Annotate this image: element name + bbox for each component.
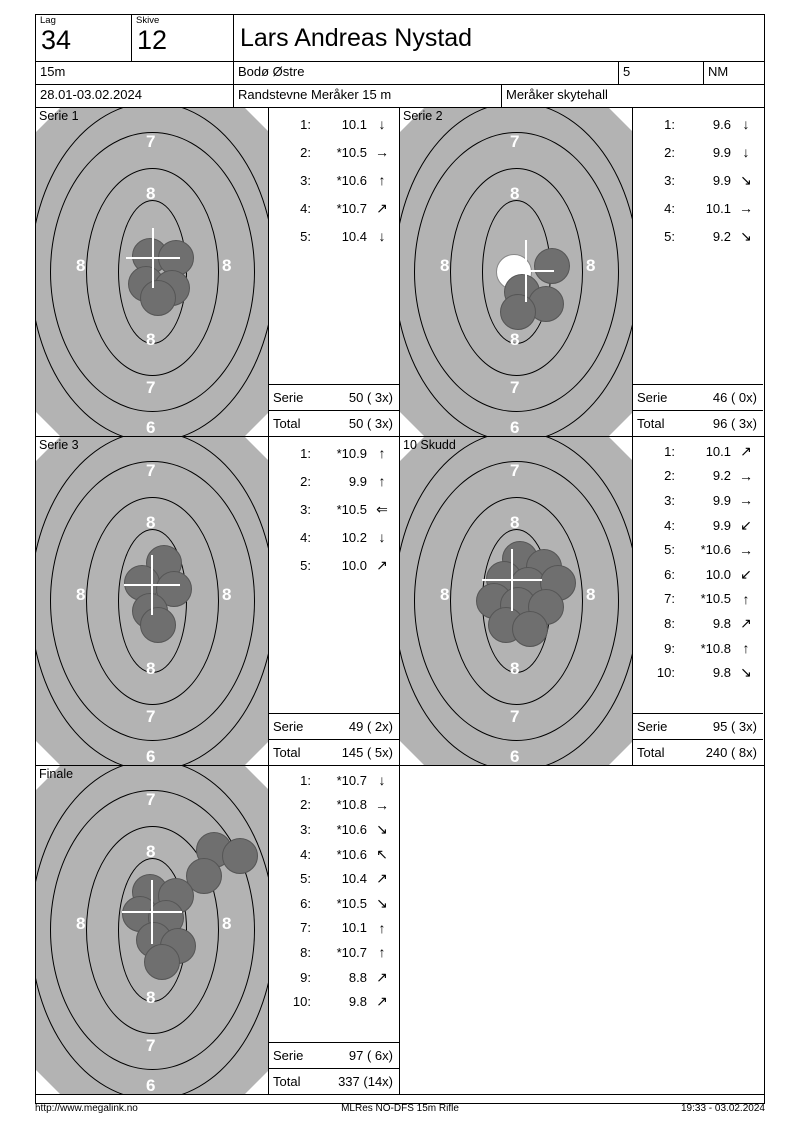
shot-value: *10.7 [336,200,367,216]
serie-total-label: Serie [273,390,304,405]
ring-number: 8 [222,256,232,275]
totals-10-skudd [633,713,763,765]
serie-total-row [269,1042,399,1068]
ring-number: 8 [510,330,520,349]
direction-arrow-icon: → [739,200,753,216]
shot-number: 7: [300,920,311,936]
ring-number: 8 [586,256,596,275]
ring-number: 7 [146,790,156,809]
direction-arrow-icon: ↗ [376,968,388,985]
shot-row [269,138,399,166]
shots-serie-2 [633,108,763,436]
running-total-row [633,739,763,765]
shot-row [633,488,763,513]
direction-arrow-icon: ↑ [378,944,386,961]
ring-number: 8 [440,256,450,275]
header-row-identity [36,15,764,62]
shot-number: 1: [664,443,675,459]
serie-total-label: Serie [637,719,668,734]
shot-number: 3: [300,172,311,188]
ring-number: 6 [510,418,520,436]
shots-serie-1 [269,108,399,436]
ring-number: 8 [146,988,156,1007]
serie-title: Serie 2 [403,109,443,123]
running-total-value: 145 ( 5x) [341,745,393,760]
shot-row [269,110,399,138]
shot-value: *10.6 [336,172,367,188]
direction-arrow-icon: → [739,467,753,484]
direction-arrow-icon: ↓ [378,116,386,132]
shot-list [633,108,763,250]
target-graphic [400,437,633,765]
shot-value: *10.9 [336,445,367,461]
shot-value: 9.8 [712,665,731,681]
shot-value: 9.9 [712,144,731,160]
page-footer [35,1094,765,1118]
ring-number: 6 [146,418,156,436]
shot-number: 5: [664,228,675,244]
shot-number: 6: [664,566,675,582]
direction-arrow-icon: ↑ [742,590,750,607]
shot-number: 1: [300,772,311,788]
footer-software: MLRes NO-DFS 15m Rifle [341,1102,459,1114]
ring-number: 8 [146,330,156,349]
shooter-name-cell [234,15,764,61]
shot-row [269,194,399,222]
skive-cell [132,15,234,61]
totals-serie-1 [269,384,399,436]
target-graphic [36,108,269,436]
ring-number: 8 [440,585,450,604]
sheet-frame [35,14,765,1104]
shot-row [269,842,399,867]
direction-arrow-icon: ↑ [742,640,750,657]
shot-number: 1: [664,116,675,132]
direction-arrow-icon: ↘ [376,820,388,837]
serie-total-label: Serie [273,1048,304,1063]
totals-serie-3 [269,713,399,765]
shot-value: 10.0 [341,557,367,573]
header-row-event [36,85,764,108]
direction-arrow-icon: ↗ [376,993,388,1010]
direction-arrow-icon: ↑ [378,919,386,936]
shot-value: *10.5 [336,895,367,911]
ring-number: 8 [76,585,86,604]
shot-row [633,537,763,562]
shot-row [633,464,763,489]
shot-value: 9.9 [712,172,731,188]
shot-row [269,817,399,842]
shot-value: 9.9 [348,473,367,489]
ring-number: 8 [586,585,596,604]
serie-total-value: 95 ( 3x) [712,719,757,734]
target-graphic [36,766,269,1094]
serie-total-row [269,384,399,410]
class-number-cell: 5 [619,62,704,84]
direction-arrow-icon: ⇐ [376,500,388,517]
shot-row [633,636,763,661]
band-row-3 [36,766,764,1095]
shot-number: 9: [300,969,311,985]
shot-list [269,766,399,1014]
panel-empty [400,766,764,1094]
band-row-2 [36,437,764,766]
shot-row [269,891,399,916]
ring-number: 8 [146,513,156,532]
shot-value: *10.6 [700,542,731,558]
ring-number: 6 [146,1076,156,1094]
running-total-value: 337 (14x) [338,1074,393,1089]
serie-total-row [633,713,763,739]
shot-number: 8: [300,944,311,960]
shot-list [269,437,399,579]
panel-finale [36,766,400,1094]
direction-arrow-icon: ↙ [740,565,752,582]
direction-arrow-icon: ↘ [376,894,388,911]
distance-cell: 15m [36,62,234,84]
running-total-label: Total [637,745,665,760]
ring-number: 7 [146,461,156,480]
shot-hole [512,611,548,647]
ring-number: 7 [146,1036,156,1055]
direction-arrow-icon: ↓ [378,228,386,244]
serie-total-row [269,713,399,739]
serie-total-value: 50 ( 3x) [348,390,393,405]
shot-number: 7: [664,591,675,607]
direction-arrow-icon: → [375,144,389,160]
target-10-skudd [400,437,633,765]
shot-number: 4: [664,200,675,216]
shot-row [633,513,763,538]
shot-number: 5: [300,871,311,887]
shot-row [633,611,763,636]
direction-arrow-icon: → [739,492,753,509]
shot-row [269,467,399,495]
shot-row [269,916,399,941]
target-serie-2 [400,108,633,436]
ring-number: 6 [510,747,520,765]
shot-value: 9.2 [712,228,731,244]
totals-serie-2 [633,384,763,436]
ring-number: 8 [222,585,232,604]
shot-row [269,940,399,965]
band-row-1 [36,108,764,437]
ring-number: 7 [510,461,520,480]
ring-number: 7 [510,707,520,726]
venue-cell: Meråker skytehall [506,87,608,102]
shot-number: 9: [664,640,675,656]
shot-value: 9.2 [712,468,731,484]
ring-number: 7 [146,707,156,726]
shot-number: 3: [300,821,311,837]
ring-number: 8 [146,184,156,203]
serie-title: Serie 1 [39,109,79,123]
shot-value: *10.5 [336,144,367,160]
serie-title: Finale [39,767,74,781]
ring-number: 8 [510,184,520,203]
panel-serie-2 [400,108,764,436]
shot-value: *10.6 [336,821,367,837]
shot-number: 2: [300,797,311,813]
shot-value: *10.5 [336,501,367,517]
lag-label: Lag [40,15,56,26]
ring-number: 8 [222,914,232,933]
shot-row [269,439,399,467]
shot-row [633,222,763,250]
shot-value: *10.7 [336,944,367,960]
lag-cell [36,15,132,61]
ring-number: 6 [146,747,156,765]
serie-title: 10 Skudd [403,438,456,452]
shot-row [269,866,399,891]
ring-number: 7 [146,378,156,397]
skive-value: 12 [137,25,168,55]
ring-number: 7 [146,132,156,151]
footer-url[interactable]: http://www.megalink.no [35,1102,138,1114]
shot-value: 10.1 [705,200,731,216]
date-range-cell: 28.01-03.02.2024 [36,85,234,107]
ring-number: 7 [510,378,520,397]
shot-value: 10.1 [341,920,367,936]
shot-row [269,768,399,793]
shot-list [633,437,763,685]
group-center-crosshair [126,228,180,288]
running-total-label: Total [273,745,301,760]
shot-hole [222,838,258,874]
direction-arrow-icon: ↓ [378,772,386,789]
shot-value: 10.4 [341,871,367,887]
shot-row [633,562,763,587]
shot-row [633,138,763,166]
serie-title: Serie 3 [39,438,79,452]
running-total-value: 50 ( 3x) [348,416,393,431]
class-name-cell: NM [708,64,729,79]
ring-number: 7 [510,132,520,151]
ring-number: 8 [146,659,156,678]
direction-arrow-icon: ↑ [378,445,386,461]
lag-value: 34 [41,25,72,55]
direction-arrow-icon: ↘ [740,227,752,244]
shot-value: 10.0 [705,566,731,582]
shot-row [269,523,399,551]
shot-row [269,166,399,194]
direction-arrow-icon: ↙ [740,516,752,533]
shot-number: 2: [300,144,311,160]
shot-value: 10.2 [341,529,367,545]
shot-value: 10.4 [341,228,367,244]
group-center-crosshair [482,549,542,611]
shot-value: *10.8 [336,797,367,813]
running-total-label: Total [637,416,665,431]
ring-number: 8 [510,513,520,532]
shot-value: 9.9 [712,517,731,533]
shot-value: 10.1 [705,443,731,459]
shot-number: 3: [300,501,311,517]
serie-total-value: 49 ( 2x) [348,719,393,734]
shot-number: 4: [664,517,675,533]
group-center-crosshair [122,880,182,944]
shot-value: 8.8 [348,969,367,985]
shot-number: 5: [300,228,311,244]
direction-arrow-icon: → [739,541,753,558]
ring-number: 8 [510,659,520,678]
shot-value: *10.5 [700,591,731,607]
shot-number: 8: [664,615,675,631]
competition-cell: Randstevne Meråker 15 m [234,85,502,107]
shot-number: 1: [300,445,311,461]
footer-timestamp: 19:33 - 03.02.2024 [681,1102,765,1114]
shots-10-skudd [633,437,763,765]
shot-value: 9.9 [712,492,731,508]
running-total-label: Total [273,416,301,431]
target-graphic [400,108,633,436]
group-center-crosshair [498,240,554,302]
shot-number: 2: [300,473,311,489]
shot-row [269,989,399,1014]
target-finale [36,766,269,1094]
shots-finale [269,766,399,1094]
shot-row [269,495,399,523]
shot-value: 9.8 [712,615,731,631]
running-total-row [269,739,399,765]
direction-arrow-icon: ↗ [376,199,388,216]
shot-row [269,793,399,818]
shot-row [633,587,763,612]
shooter-name: Lars Andreas Nystad [240,24,473,52]
shot-value: 10.1 [341,116,367,132]
target-serie-3 [36,437,269,765]
shot-number: 10: [292,994,311,1010]
serie-total-value: 97 ( 6x) [348,1048,393,1063]
skive-label: Skive [136,15,160,26]
running-total-label: Total [273,1074,301,1089]
ring-number: 8 [76,914,86,933]
shot-number: 4: [300,200,311,216]
shots-serie-3 [269,437,399,765]
shot-number: 4: [300,529,311,545]
shot-number: 2: [664,468,675,484]
direction-arrow-icon: ↘ [740,171,752,188]
shot-number: 3: [664,492,675,508]
shot-row [269,965,399,990]
target-serie-1 [36,108,269,436]
shot-list [269,108,399,250]
direction-arrow-icon: ↗ [376,556,388,573]
serie-total-label: Serie [637,390,668,405]
direction-arrow-icon: ↘ [740,664,752,681]
serie-total-label: Serie [273,719,304,734]
direction-arrow-icon: ↑ [378,172,386,188]
shot-number: 2: [664,144,675,160]
shot-row [269,551,399,579]
shot-row [633,110,763,138]
shot-row [633,166,763,194]
ring-number: 8 [76,256,86,275]
direction-arrow-icon: → [375,796,389,813]
direction-arrow-icon: ↓ [742,116,750,132]
ring-number: 8 [146,842,156,861]
running-total-row [269,410,399,436]
empty-area [400,766,764,1094]
serie-total-value: 46 ( 0x) [712,390,757,405]
direction-arrow-icon: ↓ [742,144,750,160]
shot-number: 5: [664,542,675,558]
shot-row [633,194,763,222]
panel-serie-3 [36,437,400,765]
shot-value: *10.6 [336,846,367,862]
direction-arrow-icon: ↗ [740,614,752,631]
direction-arrow-icon: ↓ [378,529,386,545]
shot-number: 4: [300,846,311,862]
shot-value: 9.8 [348,994,367,1010]
shot-number: 5: [300,557,311,573]
totals-finale [269,1042,399,1094]
shot-row [269,222,399,250]
running-total-row [269,1068,399,1094]
header-row-meta [36,62,764,85]
panel-10-skudd [400,437,764,765]
shot-value: *10.8 [700,640,731,656]
direction-arrow-icon: ↗ [376,870,388,887]
panel-serie-1 [36,108,400,436]
running-total-row [633,410,763,436]
shot-number: 10: [656,665,675,681]
shot-number: 6: [300,895,311,911]
club-cell: Bodø Østre [234,62,619,84]
direction-arrow-icon: ↖ [376,845,388,862]
direction-arrow-icon: ↗ [740,442,752,459]
shot-number: 3: [664,172,675,188]
running-total-value: 96 ( 3x) [712,416,757,431]
shot-hole [144,944,180,980]
shot-value: *10.7 [336,772,367,788]
shot-number: 1: [300,116,311,132]
shot-row [633,660,763,685]
running-total-value: 240 ( 8x) [705,745,757,760]
direction-arrow-icon: ↑ [378,473,386,489]
shot-value: 9.6 [712,116,731,132]
serie-total-row [633,384,763,410]
shot-row [633,439,763,464]
group-center-crosshair [124,555,180,615]
target-graphic [36,437,269,765]
